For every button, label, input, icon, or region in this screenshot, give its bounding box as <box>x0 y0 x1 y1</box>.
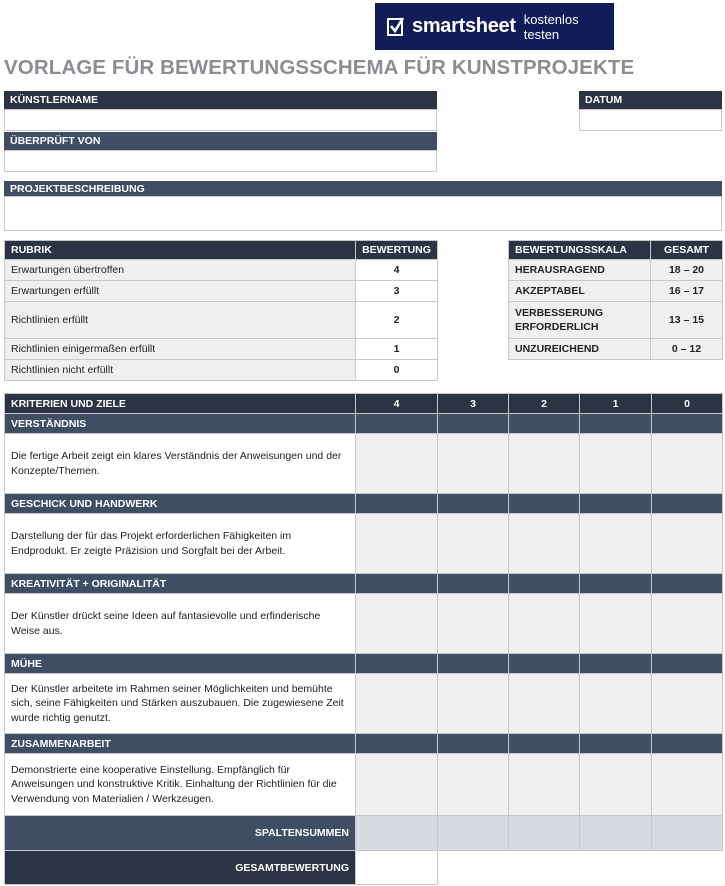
date-label: DATUM <box>579 91 722 109</box>
score-cell[interactable] <box>652 514 723 574</box>
rating-header: BEWERTUNG <box>356 241 438 260</box>
rubric-table <box>4 240 438 381</box>
scale-row-range: 18 – 20 <box>651 260 723 281</box>
criteria-table <box>4 393 723 885</box>
date-field[interactable] <box>579 109 722 131</box>
scale-row-range: 16 – 17 <box>651 281 723 302</box>
rating-scale-table <box>508 240 723 360</box>
rubric-row-label: Richtlinien nicht erfüllt <box>5 360 356 381</box>
scale-row-label: AKZEPTABEL <box>509 281 651 302</box>
score-cell[interactable] <box>509 754 580 816</box>
col-header-4: 4 <box>356 394 438 414</box>
section-description: Die fertige Arbeit zeigt ein klares Verständnis der Anweisungen und der Konzepte/Themen. <box>5 434 356 494</box>
section-description: Der Künstler drückt seine Ideen auf fantasievolle und erfinderische Weise aus. <box>5 594 356 654</box>
smartsheet-logo-icon <box>387 17 405 37</box>
score-cell[interactable] <box>580 594 652 654</box>
score-cell[interactable] <box>356 514 438 574</box>
section-description: Demonstrierte eine kooperative Einstellung. Empfänglich für Anweisungen und konstruktive Kritik. Einhaltung der Richtlinien für die Verwendung von Materialien / Werkzeugen. <box>5 754 356 816</box>
artist-name-label: KÜNSTLERNAME <box>4 91 437 109</box>
rubric-row-label: Richtlinien einigermaßen erfüllt <box>5 339 356 360</box>
rubric-row-score: 4 <box>356 260 438 281</box>
section-title: MÜHE <box>5 654 356 674</box>
score-cell[interactable] <box>438 514 509 574</box>
score-cell[interactable] <box>356 434 438 494</box>
rubric-row-score: 0 <box>356 360 438 381</box>
score-cell[interactable] <box>438 674 509 734</box>
project-description-label: PROJEKTBESCHREIBUNG <box>4 181 722 196</box>
scale-header: BEWERTUNGSSKALA <box>509 241 651 260</box>
section-title: KREATIVITÄT + ORIGINALITÄT <box>5 574 356 594</box>
score-cell[interactable] <box>438 754 509 816</box>
section-description: Darstellung der für das Projekt erforderlichen Fähigkeiten im Endprodukt. Er zeigte Präzision und Sorgfalt bei der Arbeit. <box>5 514 356 574</box>
project-description-field[interactable] <box>4 196 722 231</box>
score-cell[interactable] <box>652 754 723 816</box>
score-cell[interactable] <box>509 674 580 734</box>
criteria-header: KRITERIEN UND ZIELE <box>5 394 356 414</box>
col-header-0: 0 <box>652 394 723 414</box>
artist-name-field[interactable] <box>4 109 437 131</box>
rubric-row-label: Richtlinien erfüllt <box>5 302 356 339</box>
scale-row-label: HERAUSRAGEND <box>509 260 651 281</box>
score-cell[interactable] <box>438 434 509 494</box>
score-cell[interactable] <box>438 594 509 654</box>
rubric-row-label: Erwartungen übertroffen <box>5 260 356 281</box>
score-cell[interactable] <box>356 754 438 816</box>
col-header-3: 3 <box>438 394 509 414</box>
total-header: GESAMT <box>651 241 723 260</box>
page-title: VORLAGE FÜR BEWERTUNGSSCHEMA FÜR KUNSTPROJEKTE <box>4 56 635 79</box>
section-title: ZUSAMMENARBEIT <box>5 734 356 754</box>
score-cell[interactable] <box>652 434 723 494</box>
total-score-label: GESAMTBEWERTUNG <box>5 851 356 885</box>
reviewed-by-field[interactable] <box>4 150 437 172</box>
column-sum-cell[interactable] <box>438 816 509 851</box>
score-cell[interactable] <box>580 434 652 494</box>
column-sum-cell[interactable] <box>356 816 438 851</box>
smartsheet-banner[interactable] <box>375 3 614 50</box>
free-trial-link[interactable]: kostenlos testen <box>523 11 579 42</box>
rubric-row-score: 1 <box>356 339 438 360</box>
rubric-row-label: Erwartungen erfüllt <box>5 281 356 302</box>
score-cell[interactable] <box>356 674 438 734</box>
rubric-header: RUBRIK <box>5 241 356 260</box>
col-header-2: 2 <box>509 394 580 414</box>
score-cell[interactable] <box>356 594 438 654</box>
section-description: Der Künstler arbeitete im Rahmen seiner Möglichkeiten und bemühte sich, seine Fähigkeiten und Stärken auszubauen. Die zugewiesene Zeit wurde richtig genutzt. <box>5 674 356 734</box>
scale-row-label: VERBESSERUNG ERFORDERLICH <box>509 302 651 339</box>
score-cell[interactable] <box>580 514 652 574</box>
column-sums-label: SPALTENSUMMEN <box>5 816 356 851</box>
rubric-row-score: 2 <box>356 302 438 339</box>
score-cell[interactable] <box>580 754 652 816</box>
brand-name: smartsheet <box>412 15 516 37</box>
score-cell[interactable] <box>509 594 580 654</box>
scale-row-range: 0 – 12 <box>651 339 723 360</box>
score-cell[interactable] <box>652 594 723 654</box>
total-score-cell[interactable] <box>356 851 438 885</box>
scale-row-label: UNZUREICHEND <box>509 339 651 360</box>
score-cell[interactable] <box>580 674 652 734</box>
column-sum-cell[interactable] <box>580 816 652 851</box>
score-cell[interactable] <box>509 434 580 494</box>
column-sum-cell[interactable] <box>652 816 723 851</box>
reviewed-by-label: ÜBERPRÜFT VON <box>4 132 437 150</box>
scale-row-range: 13 – 15 <box>651 302 723 339</box>
column-sum-cell[interactable] <box>509 816 580 851</box>
col-header-1: 1 <box>580 394 652 414</box>
section-title: GESCHICK UND HANDWERK <box>5 494 356 514</box>
score-cell[interactable] <box>509 514 580 574</box>
rubric-row-score: 3 <box>356 281 438 302</box>
section-title: VERSTÄNDNIS <box>5 414 356 434</box>
score-cell[interactable] <box>652 674 723 734</box>
